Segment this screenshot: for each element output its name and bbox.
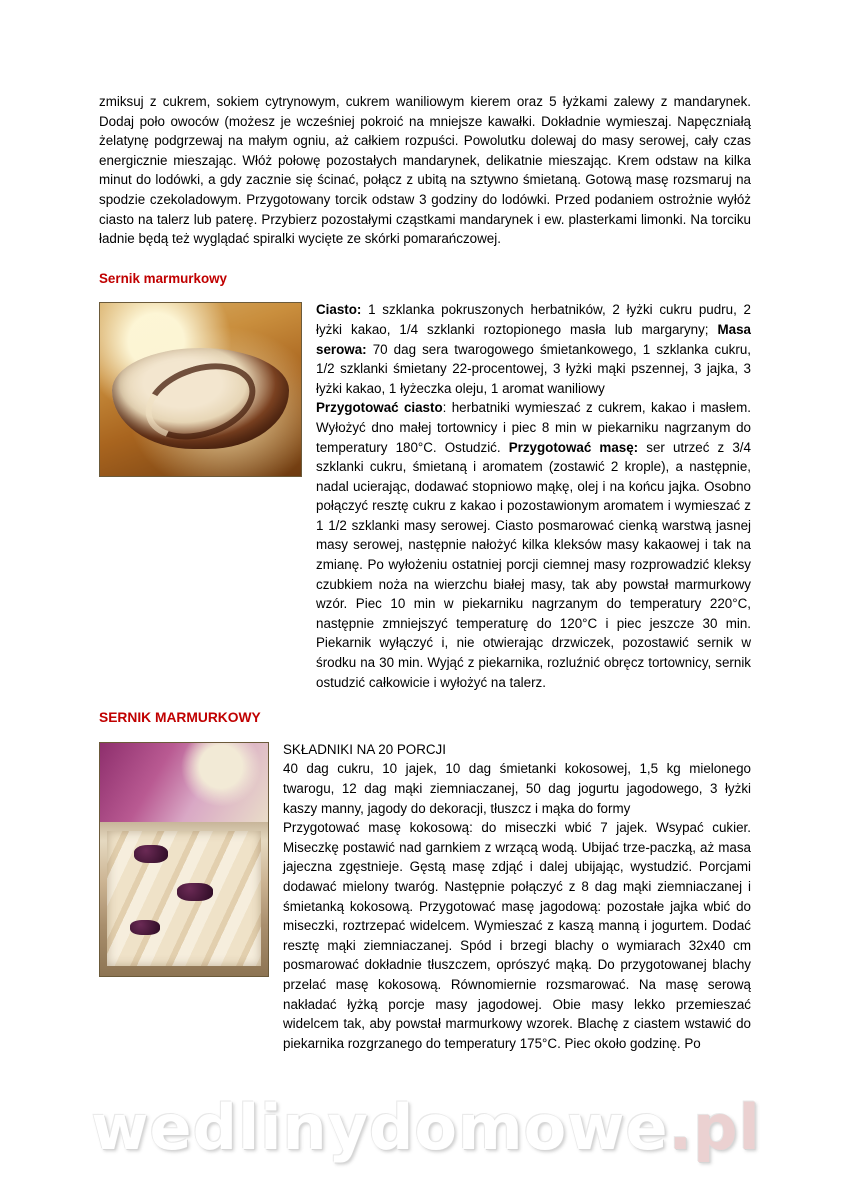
watermark-text-1: wedliny [91, 1090, 370, 1164]
recipe2-photo [99, 742, 269, 977]
recipe1-method-text-1: : herbatniki wymieszać z cukrem, kakao i masłem. Wyłożyć dno małej tortownicy i piec 8 min w piekarniku nagrzanym do temperatury 180°C. Ostudzić. [316, 400, 752, 455]
watermark-text-2: domowe [369, 1090, 669, 1164]
recipe2-ingredients [283, 740, 751, 1054]
marble-swirl-decoration [136, 350, 265, 452]
recipe2-title: SERNIK MARMURKOWY [99, 710, 261, 726]
berry-decoration [130, 920, 160, 935]
berry-decoration [177, 883, 213, 901]
page-content [99, 92, 751, 1053]
watermark [91, 1084, 761, 1170]
recipe1-block [99, 300, 751, 692]
recipe1-photo [99, 302, 302, 477]
recipe1-method-label-2: Przygotować masę: [508, 439, 639, 455]
recipe1-method-label-1: Przygotować ciasto [316, 400, 443, 416]
watermark-text-3: .pl [668, 1090, 761, 1164]
recipe1-ingredients-text [316, 300, 751, 398]
intro-paragraph: zmiksuj z cukrem, sokiem cytrynowym, cukrem waniliowym kierem oraz 5 łyżkami zalewy z mandarynek. Dodaj poło owoców (możesz je wcześniej pokroić na mniejsze kawałki. Dokładnie wymieszaj. Napęczniałą żelatynę podgrzewaj na małym ogniu, aż całkiem rozpuści. Powolutku dolewaj do masy serowej, cały czas energicznie mieszając. Włóż połowę pozostałych mandarynek, delikatnie mieszając. Krem odstaw na kilka minut do lodówki, a gdy zacznie się ścinać, połącz z ubitą na sztywno śmietaną. Gotową masę rozsmaruj na spodzie czekoladowym. Przygotowany torcik odstaw 3 godziny do lodówki. Przed podaniem ostrożnie wyłóż ciasto na talerz lub paterę. Przybierz pozostałymi cząstkami mandarynek i ew. plasterkami limonki. Na torciku ładnie będą też wyglądać spiralki wycięte ze skórki pomarańczowej. [99, 94, 751, 247]
recipe2-block [99, 740, 751, 1054]
recipe2-method-text: Przygotować masę kokosową: do miseczki wbić 7 jajek. Wsypać cukier. Miseczkę postawić nad garnkiem z wrzącą wodą. Ubijać trze-paczką, aż masa jajeczna zgęstnieje. Gęstą masę zdjąć i dalej ubijając, wystudzić. Porcjami dodawać mielony twaróg. Następnie połączyć z 8 dag mąki ziemniaczanej i śmietanką kokosową. Przygotować masę jagodową: pozostałe jajka wbić do miseczki, roztrzepać widelcem. Wymieszać z kaszą manną i jogurtem. Dodać resztę mąki ziemniaczanej. Spód i brzegi blachy o wymiarach 32x40 cm posmarować dokładnie tłuszczem, oprószyć mąką. Do przygotowanej blachy przelać masę kokosową. Równomiernie rozsmarować. Na masę serową nakładać łyżką porcje masy jagodowej. Obie masy lekko przemieszać widelcem tak, aby powstał marmurkowy wzorek. Blachę z ciastem wstawić do piekarnika rozgrzanego do temperatury 175°C. Piec około godzinę. Po [283, 820, 751, 1051]
recipe1-dough-label: Ciasto: [316, 302, 362, 318]
recipe2-ingredients-text: 40 dag cukru, 10 jajek, 10 dag śmietanki kokosowej, 1,5 kg mielonego twarogu, 12 dag mąki ziemniaczanej, 50 dag jogurtu jagodowego, 3 łyżki kaszy manny, jagody do dekoracji, tłuszcz i mąka do formy [283, 761, 751, 816]
recipe1-ingredients [316, 300, 751, 692]
berry-decoration [134, 845, 168, 863]
recipe1-title: Sernik marmurkowy [99, 270, 228, 286]
recipe1-method-start [316, 398, 751, 692]
recipe1-dough-text: 1 szklanka pokruszonych herbatników, 2 łyżki cukru pudru, 2 łyżki kakao, 1/4 szklanki roztopionego masła lub margaryny; [316, 302, 751, 337]
recipe2-ingredients-heading: SKŁADNIKI NA 20 PORCJI [283, 741, 446, 757]
recipe1-cheese-label: Masa serowa: [316, 321, 751, 357]
recipe1-method-text-2: ser utrzeć z 3/4 szklanki cukru, śmietaną i aromatem (zostawić 2 krople), a następnie, nadal ucierając, dodawać stopniowo mąkę, olej i na końcu jajka. Osobno połączyć resztę cukru z kakao i pozostawionym aromatem i wymieszać z 1 1/2 szklanki masy serowej. Ciasto posmarować cienką warstwą jasnej masy serowej, następnie nałożyć kilka kleksów masy kakaowej i tak na zmianę. Po wyłożeniu ostatniej porcji ciemnej masy rozprowadzić kleksy czubkiem noża na wierzchu białej masy, tak aby powstał marmurkowy wzór. Piec 10 min w piekarniku nagrzanym do temperatury 220°C, następnie zmniejszyć temperaturę do 120°C i piec jeszcze 30 min. Piekarnik wyłączyć i, nie otwierając drzwiczek, pozostawić sernik w środku na 30 min. Wyjąć z piekarnika, rozluźnić obręcz tortownicy, sernik ostudzić całkowicie i wyłożyć na talerz. [316, 439, 751, 690]
recipe1-cheese-text: 70 dag sera twarogowego śmietankowego, 1 szklanka cukru, 1/2 szklanki śmietany 22-procentowej, 3 łyżki mąki pszennej, 3 jajka, 3 łyżki kakao, 1 łyżeczka oleju, 1 aromat waniliowy [316, 341, 751, 396]
